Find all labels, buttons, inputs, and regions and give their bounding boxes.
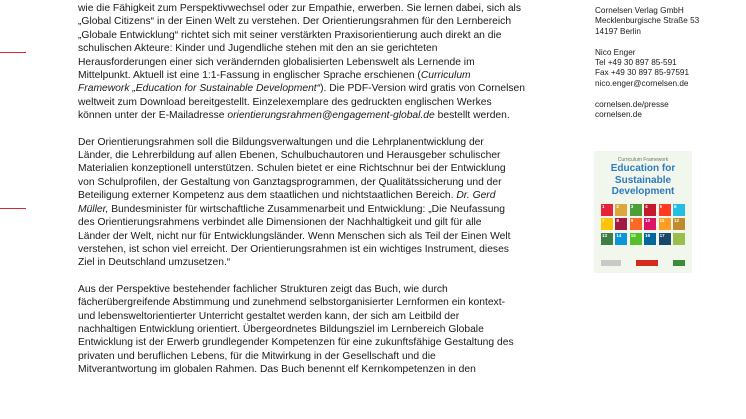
sdg-tile: [630, 218, 642, 230]
cover-title-line: Sustainable: [614, 174, 672, 186]
speaker-name: Dr. Gerd: [456, 190, 496, 202]
sdg-tile: [659, 233, 671, 245]
publication-title: Curriculum: [420, 70, 471, 82]
text-run: können unter der E-Mailadresse: [78, 110, 228, 122]
sdg-tile: [630, 233, 642, 245]
cover-title-line: Development: [611, 186, 675, 197]
sdg-tile: [659, 218, 671, 230]
address-line: Cornelsen Verlag GmbH: [595, 6, 684, 15]
kmk-logo: [673, 260, 685, 266]
text-line: des Orientierungsrahmens verbindet alle Dimensionen der Nachhaltigkeit und gilt für alle: [78, 217, 482, 229]
cover-title-line: Education for: [610, 163, 676, 174]
text-line: Der Orientierungsrahmen soll die Bildungsverwaltungen und die Lehrplanentwicklung der: [78, 136, 484, 148]
cover-kicker: Curriculum Framework: [617, 157, 669, 163]
paragraph-2: [78, 136, 578, 270]
text-line: Ziel in Deutschland umzusetzen.“: [78, 257, 231, 269]
sdg-tile: [601, 218, 613, 230]
sdg-tile-number: 13: [602, 232, 608, 238]
text-run: Beteiligung externer Kompetenz aus dem staatlichen und nichtstaatlichen Bereich.: [78, 190, 457, 202]
text-line: [78, 189, 578, 202]
text-line: [78, 203, 578, 216]
sdg-tile: [673, 233, 685, 245]
sdg-tile: [644, 204, 656, 216]
sdg-tile-number: 9: [630, 218, 634, 224]
cover-footer-logos: [601, 258, 685, 267]
sdg-tile-number: 16: [645, 232, 651, 238]
text-line: Länder, die Lehrerbildung auf allen Ebenen, Schulbuchautoren und Herausgeber schulischer: [78, 150, 501, 162]
sdg-tile-number: 2: [616, 204, 619, 209]
contact-sidebar: [595, 6, 745, 131]
text-line: [78, 69, 578, 82]
publisher-address: [595, 6, 745, 37]
address-line: 14197 Berlin: [595, 26, 641, 36]
margin-marker: [0, 208, 26, 209]
sdg-tile: [673, 218, 685, 230]
text-line: Materialien konzeptionell unterstützen. Schulen bietet er eine Richtschnur bei der Entwicklung: [78, 163, 506, 175]
cornelsen-logo: [636, 260, 658, 266]
text-line: verstehen, ist schon viel erreicht. Der Orientierungsrahmen ist ein wichtiges Instrument, dieses: [78, 243, 509, 255]
paragraph-3: [78, 283, 578, 377]
text-line: „Global Citizens“ in der Einen Welt zu verstehen. Der Orientierungsrahmen für den Lernbereich: [78, 16, 512, 28]
address-line: Mecklenburgische Straße 53: [595, 16, 700, 26]
text-line: schulischen Akteure: Kinder und Jugendliche stehen mit den an sie gerichteten: [78, 43, 438, 55]
sdg-tile: [601, 233, 613, 245]
text-line: Mitverantwortung im globalen Rahmen. Das Buch benennt elf Kernkompetenzen in den: [78, 364, 476, 376]
text-line: „Globale Entwicklung“ richtet sich mit seiner verstärkten Praxisorientierung auch direkt an die: [78, 29, 502, 41]
sdg-tile-number: 6: [673, 204, 677, 209]
sdg-tile-number: 7: [602, 218, 605, 224]
book-cover-image: [595, 152, 691, 272]
text-run: Mittelpunkt. Aktuell ist eine 1:1-Fassung in englischer Sprache erschienen (: [78, 70, 421, 82]
speaker-name: Müller,: [78, 203, 109, 215]
ministry-logo: [601, 260, 621, 266]
sdg-tile-number: 3: [630, 204, 634, 209]
sdg-tile-number: 12: [673, 218, 679, 224]
publication-title: Framework „Education for Sustainable Development“: [78, 83, 321, 95]
sdg-tile-number: 8: [616, 218, 619, 224]
contact-email-link[interactable]: nico.enger@cornelsen.de: [595, 78, 689, 88]
text-line: Länder der Welt, nicht nur für Entwicklungsländer. Wenn Menschen sich als Teil der Einen Welt: [78, 230, 511, 242]
sdg-tile: [615, 204, 627, 216]
sdg-tile: [615, 218, 627, 230]
sdg-tile: [644, 233, 656, 245]
text-line: privaten und beruflichen Lebens, für die Mitwirkung in der Gesellschaft und die: [78, 350, 436, 362]
paragraph-1: [78, 2, 578, 123]
order-email-link[interactable]: orientierungsrahmen@engagement-global.de: [227, 110, 435, 122]
sdg-tile-number: 14: [616, 232, 622, 238]
sdg-tile-number: 4: [645, 204, 648, 209]
contact-phone: Tel +49 30 897 85-591: [595, 58, 677, 68]
text-line: Herausforderungen einer sich verändernden globalisierten Lebenswelt als Lernende im: [78, 56, 475, 68]
sdg-tile-number: 17: [659, 232, 665, 238]
contact-name: Nico Enger: [595, 47, 636, 57]
text-line: Entwicklung ist der Erwerb grundlegender Kompetenzen für eine zukunftsfähige Gestaltung des: [78, 337, 514, 349]
sdg-tile: [615, 233, 627, 245]
text-run: Bundesminister für wirtschaftliche Zusammenarbeit und Entwicklung: „Die Neufassung: [108, 203, 505, 215]
text-run: bestellt werden.: [434, 110, 510, 122]
text-run: ). Die PDF-Version wird gratis von Cornelsen: [320, 83, 525, 95]
web-links: [595, 100, 745, 121]
text-line: wie die Fähigkeit zum Perspektivwechsel oder zur Empathie, erwerben. Sie lernen dabei, sich als: [78, 3, 521, 14]
press-release-body: [78, 2, 578, 390]
website-link[interactable]: cornelsen.de: [595, 110, 642, 120]
sdg-tile: [673, 204, 685, 216]
text-line: und lebensweltorientierter Unterricht gestaltet werden kann, der sich am Leitbild der: [78, 310, 460, 322]
text-line: [78, 82, 578, 95]
text-line: weltweit zum Download bereitgestellt. Einzelexemplare des gedruckten englischen Werkes: [78, 96, 492, 108]
text-line: [78, 109, 578, 122]
sdg-tile: [644, 218, 656, 230]
sdg-tile-number: 5: [659, 204, 663, 209]
text-line: Aus der Perspektive bestehender fachlicher Strukturen zeigt das Buch, wie durch: [78, 283, 448, 295]
margin-marker: [0, 52, 26, 53]
sdg-tile-number: 15: [630, 232, 636, 238]
text-line: nachhaltigen Entwicklung orientiert. Übergeordnetes Bildungsziel im Lernbereich Globale: [78, 323, 484, 335]
press-contact: [595, 48, 745, 90]
sdg-tile-number: 1: [602, 204, 605, 209]
text-line: fächerübergreifende Abstimmung und zunehmend selbstorganisierter Lernformen ein kontext-: [78, 297, 505, 309]
press-page-link[interactable]: cornelsen.de/presse: [595, 99, 669, 109]
contact-fax: Fax +49 30 897 85-97591: [595, 68, 690, 78]
text-line: von Schulprofilen, der Gestaltung von Ganztagsprogrammen, der Qualitätssicherung und der: [78, 176, 502, 188]
sdg-tile: [659, 204, 671, 216]
sdg-tile-number: 10: [645, 218, 651, 224]
sdg-icon-grid: [601, 204, 685, 245]
sdg-tile: [630, 204, 642, 216]
sdg-tile: [601, 204, 613, 216]
sdg-tile-number: 11: [659, 218, 665, 224]
